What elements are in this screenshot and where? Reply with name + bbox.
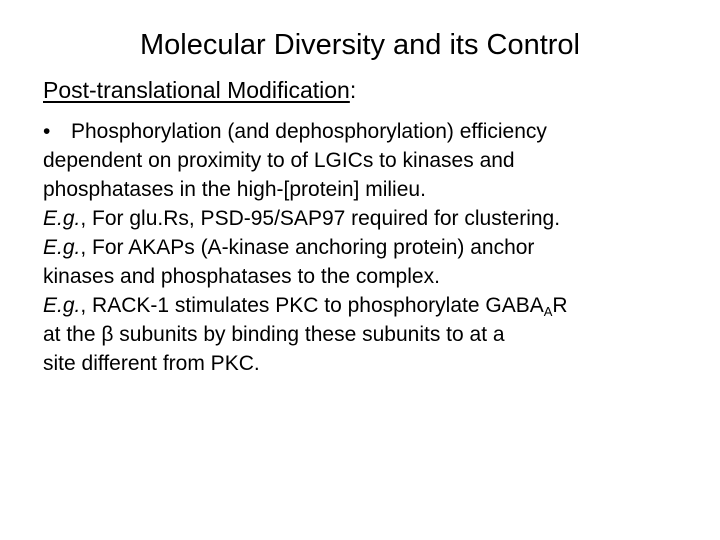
- example-3-sep: ,: [80, 294, 93, 317]
- subtitle-colon: :: [349, 77, 357, 103]
- subtitle-text: Post-translational Modification: [43, 77, 350, 103]
- example-2-prefix: E.g.: [43, 236, 81, 259]
- slide-body: [43, 117, 703, 378]
- bullet-line-1: [43, 117, 703, 146]
- example-item-1: [43, 204, 703, 233]
- bullet-item: [43, 117, 703, 204]
- bullet-line-2: dependent on proximity to of LGICs to kinases and: [43, 149, 515, 172]
- slide-title: Molecular Diversity and its Control: [140, 29, 580, 61]
- example-1-sep: ,: [80, 207, 93, 230]
- example-item-2: [43, 233, 703, 291]
- example-2-line-1-text: For AKAPs (A-kinase anchoring protein) anchor: [92, 236, 535, 259]
- gaba-subscript: A: [543, 304, 553, 319]
- example-3-line-1: [43, 291, 703, 320]
- example-3-prefix: E.g.: [43, 294, 81, 317]
- example-3-line-1-post: R: [552, 294, 568, 317]
- example-item-3: [43, 291, 703, 378]
- slide-subtitle: [43, 74, 356, 106]
- example-3-line-2: at the β subunits by binding these subunits to at a: [43, 323, 505, 346]
- example-1-line-1: [43, 204, 703, 233]
- bullet-dot: •: [43, 120, 51, 143]
- example-1-prefix: E.g.: [43, 207, 81, 230]
- bullet-line-1-text: Phosphorylation (and dephosphorylation) efficiency: [71, 120, 547, 143]
- example-2-line-2: kinases and phosphatases to the complex.: [43, 265, 440, 288]
- bullet-line-3: phosphatases in the high-[protein] milieu.: [43, 178, 426, 201]
- example-2-line-1: [43, 233, 703, 262]
- example-2-sep: ,: [80, 236, 93, 259]
- example-1-line-1-text: For glu.Rs, PSD-95/SAP97 required for clustering.: [92, 207, 561, 230]
- example-3-line-3: site different from PKC.: [43, 352, 260, 375]
- example-3-line-1-text: RACK-1 stimulates PKC to phosphorylate GABA: [92, 294, 544, 317]
